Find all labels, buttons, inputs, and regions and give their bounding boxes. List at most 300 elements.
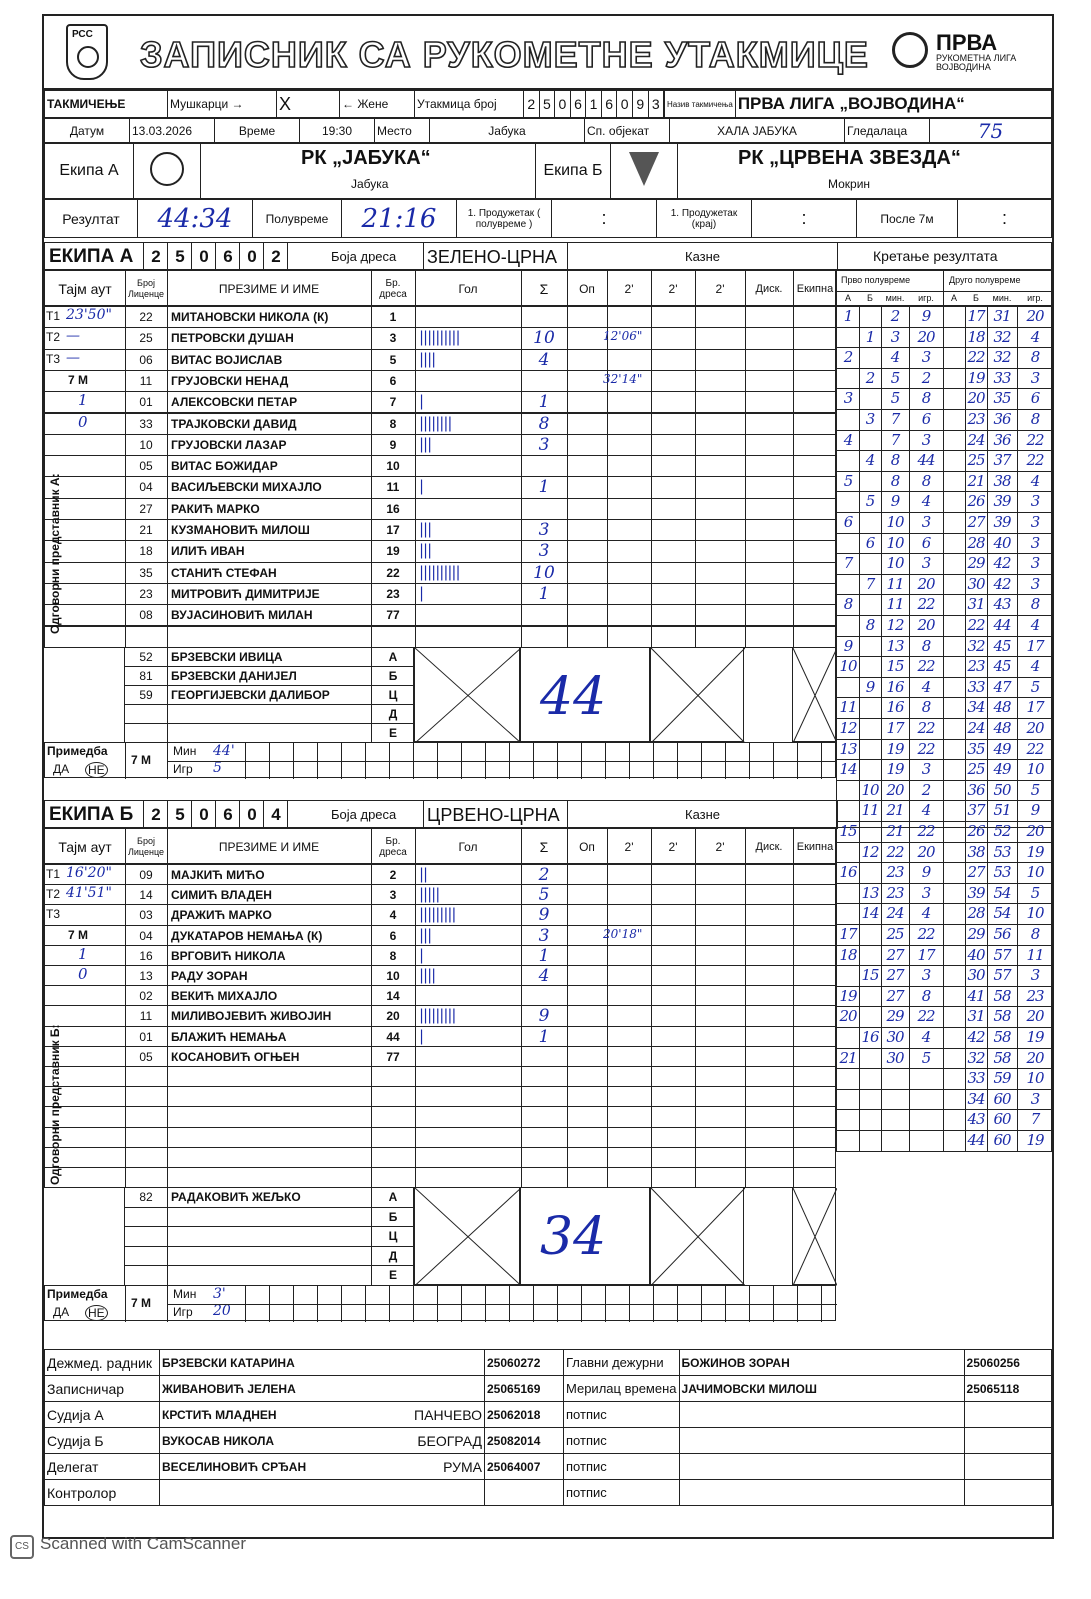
col-header-op: Оп bbox=[579, 839, 595, 854]
player-jersey-number: 10 bbox=[386, 459, 400, 474]
timeout-label: T2 bbox=[46, 330, 61, 345]
progress-row bbox=[836, 1027, 1052, 1049]
official-staff-name: ВЕСЕЛИНОВИЋ СРЂАН bbox=[160, 1454, 385, 1480]
progress-row bbox=[836, 615, 1052, 637]
player-jersey-number: 14 bbox=[386, 989, 400, 1004]
official-staff-city: БЕОГРАД bbox=[384, 1428, 485, 1454]
player-row bbox=[44, 540, 836, 562]
venue-value: ХАЛА ЈАБУКА bbox=[670, 119, 845, 144]
progress-cell: 19 bbox=[1026, 1028, 1044, 1046]
player-jersey-number: 23 bbox=[386, 586, 400, 601]
halftime-value: 21:16 bbox=[342, 200, 457, 238]
men-mark: X bbox=[277, 91, 340, 118]
official-license: 59 bbox=[139, 687, 153, 702]
player-goal-tally: ||||| bbox=[419, 885, 440, 904]
progress-row bbox=[836, 697, 1052, 719]
progress-first-half: Прво полувреме bbox=[841, 275, 911, 285]
progress-cell: 39 bbox=[993, 513, 1011, 531]
progress-cell: 8 bbox=[843, 595, 853, 614]
col-header-lic: Број Лиценце bbox=[127, 836, 165, 857]
progress-cell: 4 bbox=[921, 677, 931, 696]
player-goal-sum: 1 bbox=[538, 477, 550, 498]
player-name: ГРУЈОВСКИ ЛАЗАР bbox=[171, 437, 287, 452]
progress-cell: 60 bbox=[993, 1131, 1011, 1149]
official-staff-license: 25082014 bbox=[485, 1428, 564, 1454]
progress-cell: 29 bbox=[967, 554, 985, 573]
progress-cell: 5 bbox=[890, 389, 900, 408]
progress-cell: 40 bbox=[967, 945, 985, 964]
official-staff-license: 25062018 bbox=[485, 1402, 564, 1428]
col-header-sum: Σ bbox=[539, 838, 549, 855]
player-row bbox=[44, 945, 836, 966]
progress-cell: 3 bbox=[921, 554, 931, 573]
league-logo-subtitle: РУКОМЕТНА ЛИГА ВОЈВОДИНА bbox=[936, 53, 1017, 72]
competition-name-label: Назив такмичења bbox=[665, 91, 736, 118]
progress-cell: 3 bbox=[921, 348, 931, 367]
progress-cell: 48 bbox=[993, 698, 1011, 717]
player-goal-sum: 4 bbox=[538, 349, 550, 370]
competition-name: ПРВА ЛИГА „ВОЈВОДИНА“ bbox=[735, 91, 1051, 118]
match-number-digit: 6 bbox=[571, 91, 587, 117]
progress-cell: 3 bbox=[890, 327, 900, 346]
player-row bbox=[44, 1147, 836, 1168]
progress-col-label: мин. bbox=[885, 293, 905, 303]
crossed-box bbox=[650, 647, 744, 742]
progress-cell: 7 bbox=[865, 574, 875, 593]
team_a-code-digit: 2 bbox=[271, 247, 281, 266]
note-min-label: Мин bbox=[173, 1286, 197, 1301]
progress-cell: 9 bbox=[1030, 801, 1040, 820]
progress-cell: 23 bbox=[967, 410, 985, 428]
progress-cell: 23 bbox=[886, 883, 904, 902]
official-staff-row bbox=[45, 1454, 1052, 1480]
progress-cell: 22 bbox=[917, 739, 935, 758]
note-igr-label: Игр bbox=[173, 1304, 193, 1319]
progress-cell: 22 bbox=[917, 595, 935, 614]
official-staff-license: 25065169 bbox=[485, 1376, 564, 1402]
official-staff-name2 bbox=[679, 1428, 964, 1454]
progress-cell: 23 bbox=[967, 657, 985, 676]
official-row bbox=[124, 1246, 414, 1267]
progress-cell: 3 bbox=[921, 513, 931, 531]
progress-cell: 9 bbox=[890, 492, 900, 511]
team_b-code-digit: 6 bbox=[223, 805, 233, 824]
note-label: Примедба bbox=[47, 1286, 108, 1301]
progress-cell: 19 bbox=[1026, 1131, 1044, 1149]
player-jersey-number: 19 bbox=[386, 544, 400, 559]
progress-cell: 3 bbox=[921, 966, 931, 985]
timeout-value: 16'20" bbox=[66, 865, 112, 881]
player-goal-tally: ||| bbox=[419, 520, 432, 538]
progress-cell: 8 bbox=[865, 616, 875, 634]
player-row bbox=[44, 884, 836, 905]
match-record-sheet bbox=[42, 14, 1054, 1539]
progress-cell: 4 bbox=[921, 801, 931, 820]
team_b-code-digit: 0 bbox=[247, 805, 257, 824]
player-goal-sum: 1 bbox=[538, 583, 550, 604]
player-goal-sum: 3 bbox=[538, 541, 550, 562]
player-license: 08 bbox=[139, 608, 153, 623]
progress-cell: 3 bbox=[843, 389, 853, 408]
progress-cell: 53 bbox=[993, 863, 1011, 882]
official-staff-role: Дежмед. радник bbox=[45, 1350, 160, 1376]
progress-cell: 42 bbox=[993, 574, 1011, 593]
result-label: Резултат bbox=[45, 200, 138, 238]
progress-cell: 15 bbox=[886, 657, 904, 676]
player-license: 22 bbox=[139, 310, 153, 324]
progress-row bbox=[836, 512, 1052, 534]
progress-cell: 27 bbox=[886, 966, 904, 985]
progress-cell: 4 bbox=[1030, 657, 1040, 676]
ball-icon bbox=[77, 46, 99, 68]
progress-cell: 4 bbox=[921, 492, 931, 511]
progress-cell: 8 bbox=[1030, 410, 1040, 428]
seven-m-missed: 0 bbox=[78, 965, 88, 983]
player-name: МИЛИВОЈЕВИЋ ЖИВОЈИН bbox=[171, 1009, 332, 1024]
official-role: Ц bbox=[388, 687, 398, 702]
player-license: 21 bbox=[139, 523, 153, 537]
progress-cell: 54 bbox=[993, 883, 1011, 902]
player-row bbox=[44, 965, 836, 986]
progress-cell: 56 bbox=[993, 925, 1011, 943]
progress-cell: 58 bbox=[993, 1048, 1011, 1067]
player-row bbox=[44, 434, 836, 456]
player-jersey-number: 22 bbox=[386, 565, 400, 580]
player-row bbox=[44, 864, 836, 885]
progress-cell: 32 bbox=[967, 1048, 985, 1067]
progress-cell: 49 bbox=[993, 739, 1011, 758]
progress-row bbox=[836, 945, 1052, 967]
seven-m-label: 7 М bbox=[68, 372, 89, 387]
player-row bbox=[44, 413, 836, 435]
player-row bbox=[44, 604, 836, 626]
team_b-column-header bbox=[44, 828, 836, 864]
note-yes: ДА bbox=[53, 761, 70, 776]
progress-cell: 48 bbox=[993, 719, 1011, 737]
official-license: 81 bbox=[139, 668, 153, 683]
spectators-label: Гледалаца bbox=[845, 119, 930, 144]
note-igr-value: 20 bbox=[213, 1302, 231, 1319]
match-number-digit: 0 bbox=[617, 91, 633, 117]
team_a-column-header bbox=[44, 270, 836, 306]
progress-cell: 29 bbox=[967, 925, 985, 943]
player-row bbox=[44, 904, 836, 925]
match-number-digit: 1 bbox=[586, 91, 602, 117]
progress-cell: 37 bbox=[967, 801, 985, 820]
player-row bbox=[44, 1066, 836, 1087]
progress-cell: 5 bbox=[1030, 780, 1040, 799]
progress-cell: 36 bbox=[993, 410, 1011, 428]
progress-cell: 2 bbox=[921, 368, 931, 387]
progress-cell: 2 bbox=[890, 307, 900, 325]
progress-cell: 2 bbox=[921, 780, 931, 799]
player-row bbox=[44, 1106, 836, 1127]
progress-cell: 28 bbox=[967, 533, 985, 552]
player-jersey-number: 11 bbox=[386, 480, 400, 495]
player-license: 04 bbox=[139, 928, 153, 943]
col-header-to: Тајм аут bbox=[58, 280, 112, 297]
team_a-penalties-label: Казне bbox=[685, 249, 721, 264]
match-number-digit: 2 bbox=[524, 91, 540, 117]
progress-cell: 54 bbox=[993, 904, 1011, 923]
player-license: 11 bbox=[139, 373, 153, 388]
team-b-city: Мокрин bbox=[828, 177, 871, 191]
progress-cell: 24 bbox=[967, 430, 985, 449]
progress-row bbox=[836, 388, 1052, 410]
progress-cell: 53 bbox=[993, 842, 1011, 861]
official-staff-role: Судија А bbox=[45, 1402, 160, 1428]
player-license: 05 bbox=[139, 1049, 153, 1064]
player-row bbox=[44, 985, 836, 1006]
progress-cell: 6 bbox=[921, 533, 931, 552]
player-goal-tally: |||| bbox=[419, 966, 436, 984]
progress-cell: 6 bbox=[1030, 389, 1040, 408]
player-goal-sum: 10 bbox=[533, 328, 555, 349]
player-goal-tally: |||||||||| bbox=[419, 328, 460, 347]
rss-logo bbox=[66, 24, 108, 80]
player-goal-sum: 3 bbox=[538, 434, 550, 455]
progress-cell: 22 bbox=[917, 657, 935, 676]
player-jersey-number: 9 bbox=[389, 437, 397, 452]
player-name: ВУЈАСИНОВИЋ МИЛАН bbox=[171, 608, 313, 623]
player-jersey-number: 77 bbox=[386, 1049, 400, 1064]
player-jersey-number: 7 bbox=[389, 395, 397, 410]
progress-cell: 21 bbox=[967, 471, 985, 490]
league-logo-title: ПРВА bbox=[936, 30, 998, 55]
team_b-total-goals: 34 bbox=[540, 1207, 607, 1268]
official-staff-role2: потпис bbox=[564, 1402, 680, 1428]
player-goal-sum: 5 bbox=[538, 885, 550, 906]
player-goal-tally: | bbox=[419, 945, 424, 964]
player-goal-tally: ||||||||| bbox=[419, 905, 456, 924]
official-role: Б bbox=[388, 1209, 398, 1224]
note-igr-value: 5 bbox=[213, 759, 222, 776]
progress-cell: 20 bbox=[839, 1007, 857, 1026]
progress-cell: 5 bbox=[1030, 883, 1040, 902]
progress-cell: 6 bbox=[865, 533, 875, 552]
official-role: А bbox=[388, 1190, 398, 1205]
official-role: Е bbox=[388, 725, 397, 740]
official-staff-name2: ЈАЧИМОВСКИ МИЛОШ bbox=[679, 1376, 964, 1402]
player-license: 18 bbox=[139, 544, 153, 559]
progress-cell: 38 bbox=[993, 471, 1011, 490]
official-staff-license2: 25060256 bbox=[964, 1350, 1051, 1376]
official-name: ГЕОРГИЈЕВСКИ ДАЛИБОР bbox=[171, 687, 330, 702]
progress-cell: 11 bbox=[1026, 945, 1044, 964]
player-jersey-number: 3 bbox=[389, 331, 397, 346]
player-jersey-number: 1 bbox=[389, 310, 397, 324]
progress-cell: 5 bbox=[1030, 677, 1040, 696]
timeout-label: T3 bbox=[46, 351, 61, 366]
timeout-label: T2 bbox=[46, 887, 61, 902]
crossed-box bbox=[792, 647, 836, 742]
team_b-representative-label: Одговорни представник Б: bbox=[48, 1024, 62, 1186]
col-header-to: Тајм аут bbox=[58, 838, 112, 855]
player-jersey-number: 2 bbox=[389, 868, 397, 882]
col-header-m2a: 2' bbox=[624, 281, 634, 296]
progress-cell: 30 bbox=[886, 1048, 904, 1067]
col-header-m2b: 2' bbox=[668, 281, 678, 296]
team-a-name: РК „ЈАБУКА“ bbox=[301, 147, 431, 169]
player-name: КУЗМАНОВИЋ МИЛОШ bbox=[171, 523, 310, 537]
note-no: НЕ bbox=[85, 762, 108, 778]
player-jersey-number: 8 bbox=[389, 416, 397, 431]
note-min-label: Мин bbox=[173, 743, 197, 758]
camscanner-icon: CS bbox=[10, 1535, 34, 1559]
player-name: ВАСИЉЕВСКИ МИХАЈЛО bbox=[171, 480, 322, 495]
team_a-code-digit: 6 bbox=[223, 247, 233, 266]
official-staff-city: ПАНЧЕВО bbox=[384, 1402, 485, 1428]
player-goal-tally: | bbox=[419, 392, 424, 411]
progress-cell: 3 bbox=[1030, 368, 1040, 387]
progress-cell: 39 bbox=[993, 492, 1011, 511]
progress-cell: 5 bbox=[843, 471, 853, 490]
player-jersey-number: 44 bbox=[386, 1029, 400, 1044]
official-row bbox=[124, 685, 414, 705]
progress-cell: 3 bbox=[1030, 554, 1040, 573]
player-license: 09 bbox=[139, 868, 153, 882]
progress-cell: 33 bbox=[967, 677, 985, 696]
player-row bbox=[44, 925, 836, 946]
progress-row bbox=[836, 491, 1052, 513]
competition-label: ТАКМИЧЕЊЕ bbox=[45, 91, 168, 118]
official-role: Ц bbox=[388, 1229, 398, 1244]
progress-cell: 1 bbox=[865, 327, 875, 346]
team_a-code-digit: 0 bbox=[247, 247, 257, 266]
progress-cell: 9 bbox=[921, 863, 931, 882]
player-goal-sum: 9 bbox=[538, 905, 550, 926]
official-name: БРЗЕВСКИ ДАНИЈЕЛ bbox=[171, 668, 297, 683]
progress-cell: 60 bbox=[993, 1110, 1011, 1129]
player-name: МИТРОВИЋ ДИМИТРИЈЕ bbox=[171, 586, 320, 601]
progress-cell: 30 bbox=[967, 574, 985, 593]
col-header-no: Бр. дреса bbox=[379, 278, 407, 300]
official-staff-row bbox=[45, 1428, 1052, 1454]
progress-cell: 3 bbox=[1030, 533, 1040, 552]
progress-label: Кретање резултата bbox=[873, 248, 998, 264]
progress-cell: 29 bbox=[886, 1007, 904, 1026]
progress-cell: 20 bbox=[917, 616, 935, 634]
col-header-m2a: 2' bbox=[624, 839, 634, 854]
progress-cell: 11 bbox=[839, 698, 857, 717]
progress-cell: 26 bbox=[967, 822, 985, 840]
player-goal-tally: ||||||||| bbox=[419, 1006, 456, 1025]
player-license: 33 bbox=[139, 416, 153, 431]
seven-m-scored: 1 bbox=[78, 391, 88, 410]
team_a-code-digit: 5 bbox=[175, 247, 185, 266]
player-row bbox=[44, 306, 836, 328]
col-header-no: Бр. дреса bbox=[379, 836, 407, 858]
player-row bbox=[44, 349, 836, 371]
progress-cell: 4 bbox=[1030, 616, 1040, 634]
progress-row bbox=[836, 1089, 1052, 1111]
team_b-label: ЕКИПА Б bbox=[49, 804, 134, 825]
progress-cell: 13 bbox=[886, 636, 904, 655]
progress-cell: 9 bbox=[921, 307, 931, 325]
progress-cell: 19 bbox=[886, 760, 904, 779]
player-goal-tally: | bbox=[419, 583, 424, 602]
progress-col-label: Б bbox=[973, 293, 979, 303]
progress-cell: 57 bbox=[993, 945, 1011, 964]
player-license: 13 bbox=[139, 969, 153, 983]
player-license: 01 bbox=[139, 1029, 153, 1044]
progress-cell: 2 bbox=[843, 348, 853, 367]
col-header-sum: Σ bbox=[539, 280, 549, 297]
team_a-code-digit: 2 bbox=[151, 247, 161, 266]
progress-cell: 47 bbox=[993, 677, 1011, 696]
team-b-label: Екипа Б bbox=[536, 143, 611, 199]
place-value: Јабука bbox=[430, 119, 585, 144]
result-table bbox=[44, 199, 1052, 238]
team-b-cell bbox=[678, 143, 1052, 199]
progress-cell: 37 bbox=[993, 451, 1011, 470]
progress-row bbox=[836, 574, 1052, 596]
team-b-logo bbox=[611, 143, 678, 199]
match-number-digit: 0 bbox=[555, 91, 571, 117]
player-name: ДУКАТАРОВ НЕМАЊА (К) bbox=[171, 928, 323, 943]
official-staff-city bbox=[384, 1480, 485, 1506]
progress-cell: 10 bbox=[886, 533, 904, 552]
official-staff-license2 bbox=[964, 1480, 1051, 1506]
progress-col-label: игр. bbox=[1027, 293, 1043, 303]
progress-cell: 45 bbox=[993, 636, 1011, 655]
progress-cell: 41 bbox=[967, 986, 985, 1005]
note-yes: ДА bbox=[53, 1304, 70, 1319]
progress-cell: 52 bbox=[993, 822, 1011, 840]
halftime-label: Полувреме bbox=[253, 200, 342, 238]
progress-cell: 17 bbox=[1026, 698, 1044, 717]
progress-second-half: Друго полувреме bbox=[949, 275, 1021, 285]
scanner-text: Scanned with CamScanner bbox=[40, 1534, 247, 1553]
official-staff-name bbox=[160, 1480, 385, 1506]
player-row bbox=[44, 562, 836, 584]
player-name: ГРУЈОВСКИ НЕНАД bbox=[171, 373, 289, 388]
official-staff-role: Контролор bbox=[45, 1480, 160, 1506]
team-b-name: РК „ЦРВЕНА ЗВЕЗДА“ bbox=[738, 147, 961, 169]
player-name: ТРАЈКОВСКИ ДАВИД bbox=[171, 416, 297, 431]
progress-cell: 42 bbox=[967, 1028, 985, 1046]
progress-cell: 24 bbox=[886, 904, 904, 923]
official-license: 82 bbox=[139, 1190, 153, 1205]
player-license: 23 bbox=[139, 586, 153, 601]
official-staff-license: 25060272 bbox=[485, 1350, 564, 1376]
progress-row bbox=[836, 965, 1052, 987]
progress-cell: 28 bbox=[967, 904, 985, 923]
progress-row bbox=[836, 306, 1052, 328]
player-goal-sum: 10 bbox=[533, 562, 555, 583]
official-staff-name: БРЗЕВСКИ КАТАРИНА bbox=[160, 1350, 385, 1376]
progress-cell: 3 bbox=[1030, 1089, 1040, 1108]
player-name: МАЈКИЋ МИЋО bbox=[171, 868, 265, 882]
progress-cell: 31 bbox=[967, 1007, 985, 1026]
progress-cell: 4 bbox=[921, 1028, 931, 1046]
progress-cell: 17 bbox=[886, 719, 904, 737]
player-goal-sum: 1 bbox=[538, 1026, 550, 1047]
player-goal-sum: 4 bbox=[538, 966, 550, 986]
progress-cell: 14 bbox=[861, 904, 879, 923]
progress-cell: 8 bbox=[1030, 595, 1040, 614]
player-name: СТАНИЋ СТЕФАН bbox=[171, 565, 277, 580]
progress-cell: 6 bbox=[921, 410, 931, 428]
progress-row bbox=[836, 553, 1052, 575]
progress-cell: 31 bbox=[993, 307, 1011, 325]
progress-cell: 19 bbox=[886, 739, 904, 758]
progress-row bbox=[836, 862, 1052, 884]
ot1-half-label: 1. Продужетак ( полувреме ) bbox=[457, 200, 552, 238]
official-staff-name2 bbox=[679, 1480, 964, 1506]
progress-cell: 44 bbox=[993, 616, 1011, 634]
league-logo-icon bbox=[892, 32, 928, 68]
